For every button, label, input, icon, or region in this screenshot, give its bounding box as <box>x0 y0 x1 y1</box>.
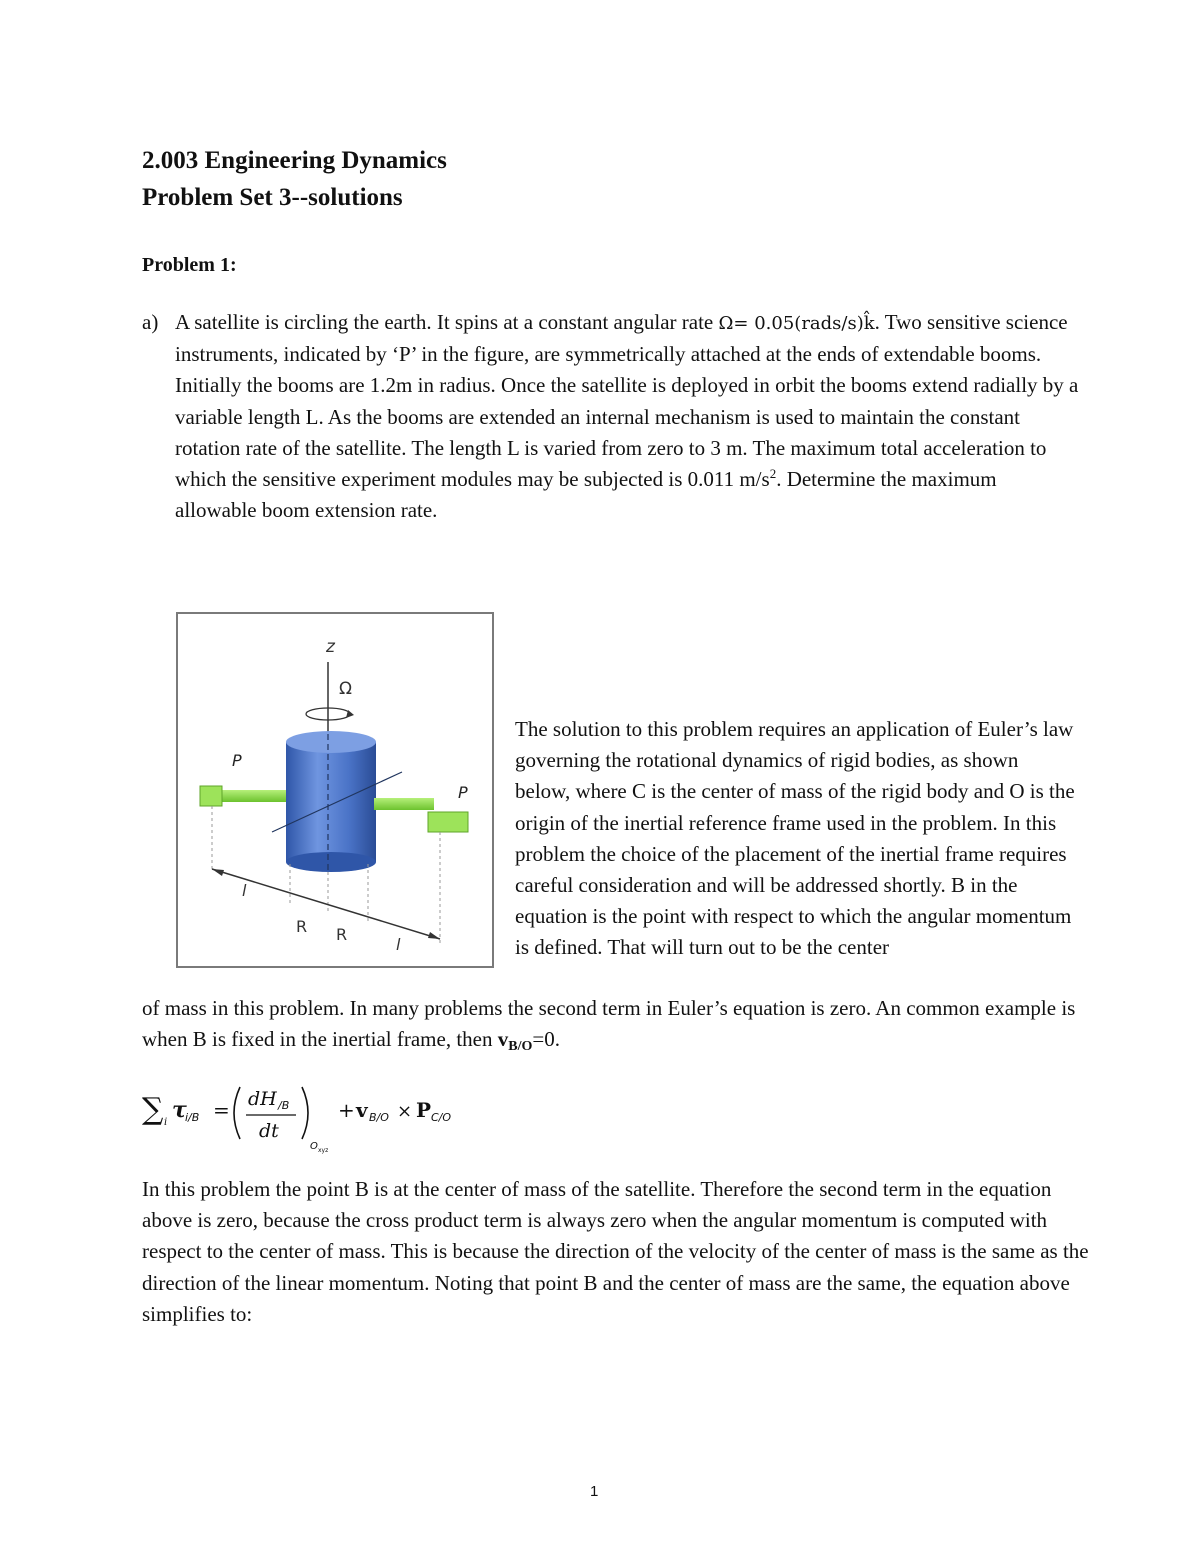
dim-l-left: l <box>242 881 247 900</box>
eq-left-paren <box>234 1087 240 1139</box>
equation-graphic <box>142 1075 482 1155</box>
omega-expression: Ω= 0.05(rads/s)k̂ <box>718 313 875 334</box>
z-axis-label: z <box>326 637 335 657</box>
dim-arrowhead-right-icon <box>428 932 440 939</box>
eq-v-sub: B/O <box>369 1111 389 1124</box>
document-title <box>142 142 447 216</box>
eq-p: P <box>416 1098 432 1122</box>
eq-equals: = <box>213 1098 230 1122</box>
p-right-label: P <box>458 783 468 802</box>
left-boom <box>218 790 288 802</box>
eq-sum: ∑ <box>142 1092 164 1127</box>
left-instrument-p <box>200 786 222 806</box>
eq-tau-sub: i/B <box>185 1111 200 1124</box>
below-text-2: =0. <box>532 1027 560 1052</box>
solution-continued-text <box>142 993 1092 1062</box>
satellite-cylinder <box>286 742 376 862</box>
part-a-text <box>175 307 1080 526</box>
below-text-1: of mass in this problem. In many problems the second term in Euler’s equation is zero. An common example is when B is fixed in the inertial frame, then <box>142 996 1076 1052</box>
eq-tau: τ <box>172 1097 187 1123</box>
right-instrument-p <box>428 812 468 832</box>
velocity-subscript: B/O <box>508 1039 533 1055</box>
solution-wrap-text: The solution to this problem requires an application of Euler’s law governing the rotational dynamics of rigid bodies, as shown below, where C is the center of mass of the rigid body and O is the origin of the inertial reference frame used in the problem. In this problem the choice of the placement of the inertial frame requires careful consideration and will be addressed shortly. B in the equation is the point with respect to which the angular momentum is defined. That will turn out to be the center <box>515 717 1075 960</box>
dim-r-right: R <box>336 925 348 944</box>
cylinder-bottom <box>286 852 376 872</box>
satellite-figure <box>176 612 494 968</box>
eq-numerator: dH <box>248 1088 277 1110</box>
satellite-diagram <box>178 614 492 966</box>
dim-arrowhead-left-icon <box>212 869 224 876</box>
eq-v: v <box>356 1098 368 1122</box>
eq-frame-sub: O <box>310 1141 318 1152</box>
problem-heading: Problem 1: <box>142 254 237 276</box>
part-text-1: A satellite is circling the earth. It spins at a constant angular rate <box>175 310 719 334</box>
dim-r-left: R <box>296 917 308 936</box>
velocity-symbol: v <box>497 1027 509 1052</box>
page-number: 1 <box>590 1483 599 1500</box>
dimension-line <box>212 869 440 939</box>
eq-right-paren <box>302 1087 308 1139</box>
eq-denominator: dt <box>259 1120 279 1142</box>
eq-sum-sub: i <box>164 1117 168 1128</box>
p-left-label: P <box>232 751 242 770</box>
right-boom <box>374 798 434 810</box>
cylinder-top <box>286 731 376 753</box>
course-title: 2.003 Engineering Dynamics <box>142 147 447 174</box>
euler-equation <box>142 1075 482 1155</box>
solution-paragraph-2: In this problem the point B is at the center of mass of the satellite. Therefore the second term in the equation above is zero, because the cross product term is always zero when the angular momentum is computed with respect to the center of mass. This is because the direction of the velocity of the center of mass is the same as the direction of the linear momentum. Noting that point B and the center of mass are the same, the equation above simplifies to: <box>142 1177 1089 1326</box>
omega-label: Ω <box>339 679 352 699</box>
problem-set-title: Problem Set 3--solutions <box>142 184 403 211</box>
part-label: a) <box>142 310 159 334</box>
eq-times: × <box>397 1101 413 1122</box>
part-text-3: . Determine the maximum allowable boom extension rate. <box>175 467 997 523</box>
eq-plus: + <box>338 1098 355 1122</box>
accel-exponent: 2 <box>769 466 777 482</box>
eq-numerator-sub: /B <box>278 1099 290 1112</box>
eq-p-sub: C/O <box>431 1111 452 1124</box>
part-text-2: . Two sensitive science instruments, indicated by ‘P’ in the figure, are symmetrically attached at the ends of extendable booms. Initially the booms are 1.2m in radius. Once the satellite is deployed in orbit the booms extend radially by a variable length L. As the booms are extended an internal mechanism is used to maintain the constant rotation rate of the satellite. The length L is varied from zero to 3 m. The maximum total acceleration to which the sensitive experiment modules may be subjected is 0.011 m/s <box>175 310 1079 492</box>
dim-l-right: l <box>396 935 401 954</box>
eq-frame-sub2: xyz <box>318 1147 329 1154</box>
